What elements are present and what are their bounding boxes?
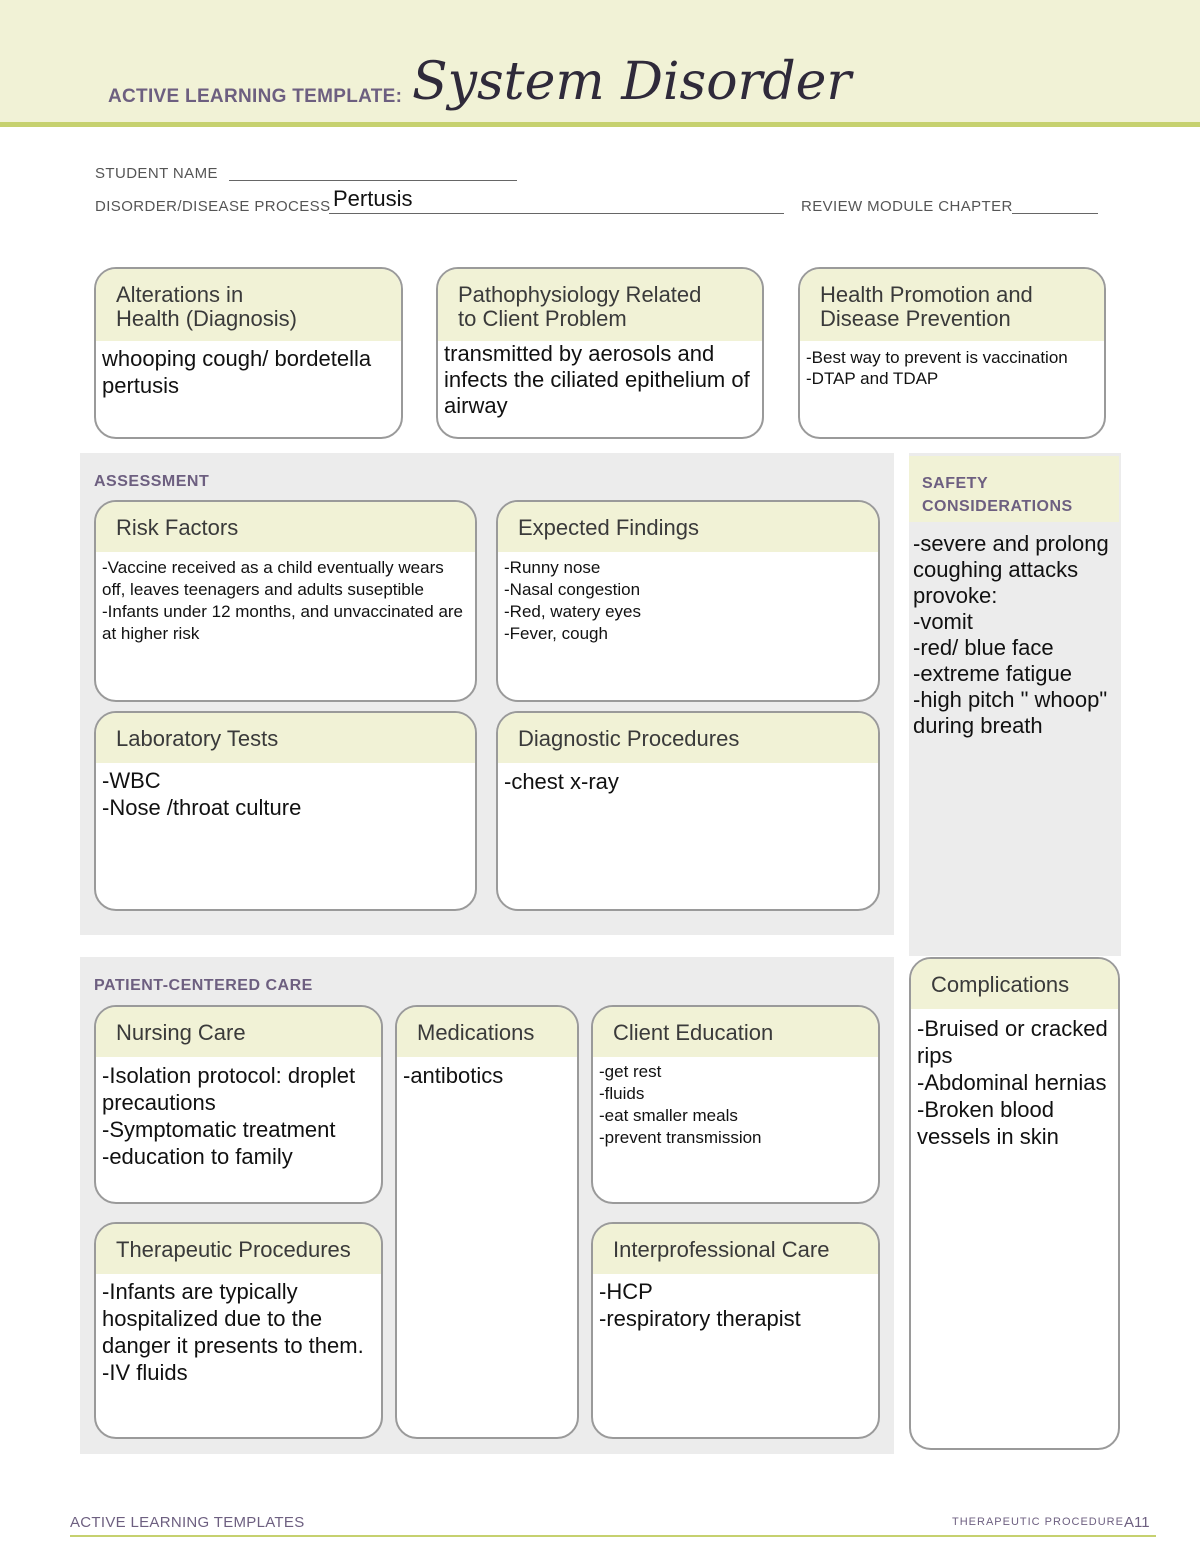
health-promotion-box [798,267,1106,439]
expected-findings-box [496,500,880,702]
risk-factors-body[interactable]: -Vaccine received as a child eventually wears off, leaves teenagers and adults suseptible -Infants under 12 months, and unvaccinated are at higher risk [102,558,464,643]
alterations-title: Alterations in Health (Diagnosis) [96,269,401,341]
laboratory-tests-title: Laboratory Tests [96,713,475,763]
therapeutic-procedures-box [94,1222,383,1439]
therapeutic-procedures-title: Therapeutic Procedures [96,1224,381,1274]
medications-box [395,1005,579,1439]
pathophysiology-title: Pathophysiology Related to Client Problem [438,269,762,341]
review-module-field[interactable] [1012,213,1098,214]
patient-care-title: PATIENT-CENTERED CARE [94,977,313,994]
interprofessional-care-body[interactable]: -HCP -respiratory therapist [599,1279,801,1331]
footer-right: THERAPEUTIC PROCEDURE [952,1516,1124,1528]
laboratory-tests-body[interactable]: -WBC -Nose /throat culture [102,768,302,820]
complications-title: Complications [911,959,1118,1009]
client-education-box [591,1005,880,1204]
medications-title: Medications [397,1007,577,1057]
therapeutic-procedures-body[interactable]: -Infants are typically hospitalized due to the danger it presents to them. -IV fluids [102,1279,364,1385]
disorder-field[interactable] [329,213,784,214]
template-label: ACTIVE LEARNING TEMPLATE: [108,86,403,107]
assessment-title: ASSESSMENT [94,473,210,490]
expected-findings-title: Expected Findings [498,502,878,552]
nursing-care-body[interactable]: -Isolation protocol: droplet precautions -Symptomatic treatment -education to family [102,1063,356,1169]
interprofessional-care-title: Interprofessional Care [593,1224,878,1274]
student-name-field[interactable] [229,180,517,181]
header-divider [0,122,1200,127]
disorder-label: DISORDER/DISEASE PROCESS [95,198,331,215]
risk-factors-title: Risk Factors [96,502,475,552]
page-number: A11 [1124,1514,1150,1531]
laboratory-tests-box [94,711,477,911]
student-name-label: STUDENT NAME [95,165,218,182]
nursing-care-title: Nursing Care [96,1007,381,1057]
client-education-body[interactable]: -get rest -fluids -eat smaller meals -prevent transmission [599,1062,762,1147]
footer-divider [70,1535,1156,1537]
review-module-label: REVIEW MODULE CHAPTER [801,198,1013,215]
alterations-box [94,267,403,439]
nursing-care-box [94,1005,383,1204]
expected-findings-body[interactable]: -Runny nose -Nasal congestion -Red, watery eyes -Fever, cough [504,558,641,643]
footer-left: ACTIVE LEARNING TEMPLATES [70,1514,305,1531]
medications-body[interactable]: -antibotics [403,1063,504,1088]
risk-factors-box [94,500,477,702]
disorder-value: Pertusis [333,186,413,211]
health-promotion-title: Health Promotion and Disease Prevention [800,269,1104,341]
pathophysiology-body[interactable]: transmitted by aerosols and infects the ciliated epithelium of airway [444,341,750,418]
interprofessional-care-box [591,1222,880,1439]
complications-body[interactable]: -Bruised or cracked rips -Abdominal hernias -Broken blood vessels in skin [917,1016,1108,1149]
safety-body[interactable]: -severe and prolong coughing attacks provoke: -vomit -red/ blue face -extreme fatigue -high pitch " whoop" during breath [913,531,1109,738]
alterations-body[interactable]: whooping cough/ bordetella pertusis [102,346,372,398]
client-education-title: Client Education [593,1007,878,1057]
diagnostic-procedures-box [496,711,880,911]
safety-title: SAFETY CONSIDERATIONS [922,475,1073,515]
diagnostic-procedures-title: Diagnostic Procedures [498,713,878,763]
diagnostic-procedures-body[interactable]: -chest x-ray [504,769,619,794]
pathophysiology-box [436,267,764,439]
health-promotion-body[interactable]: -Best way to prevent is vaccination -DTAP and TDAP [806,348,1068,388]
complications-box [909,957,1120,1450]
page-title: System Disorder [412,52,852,112]
